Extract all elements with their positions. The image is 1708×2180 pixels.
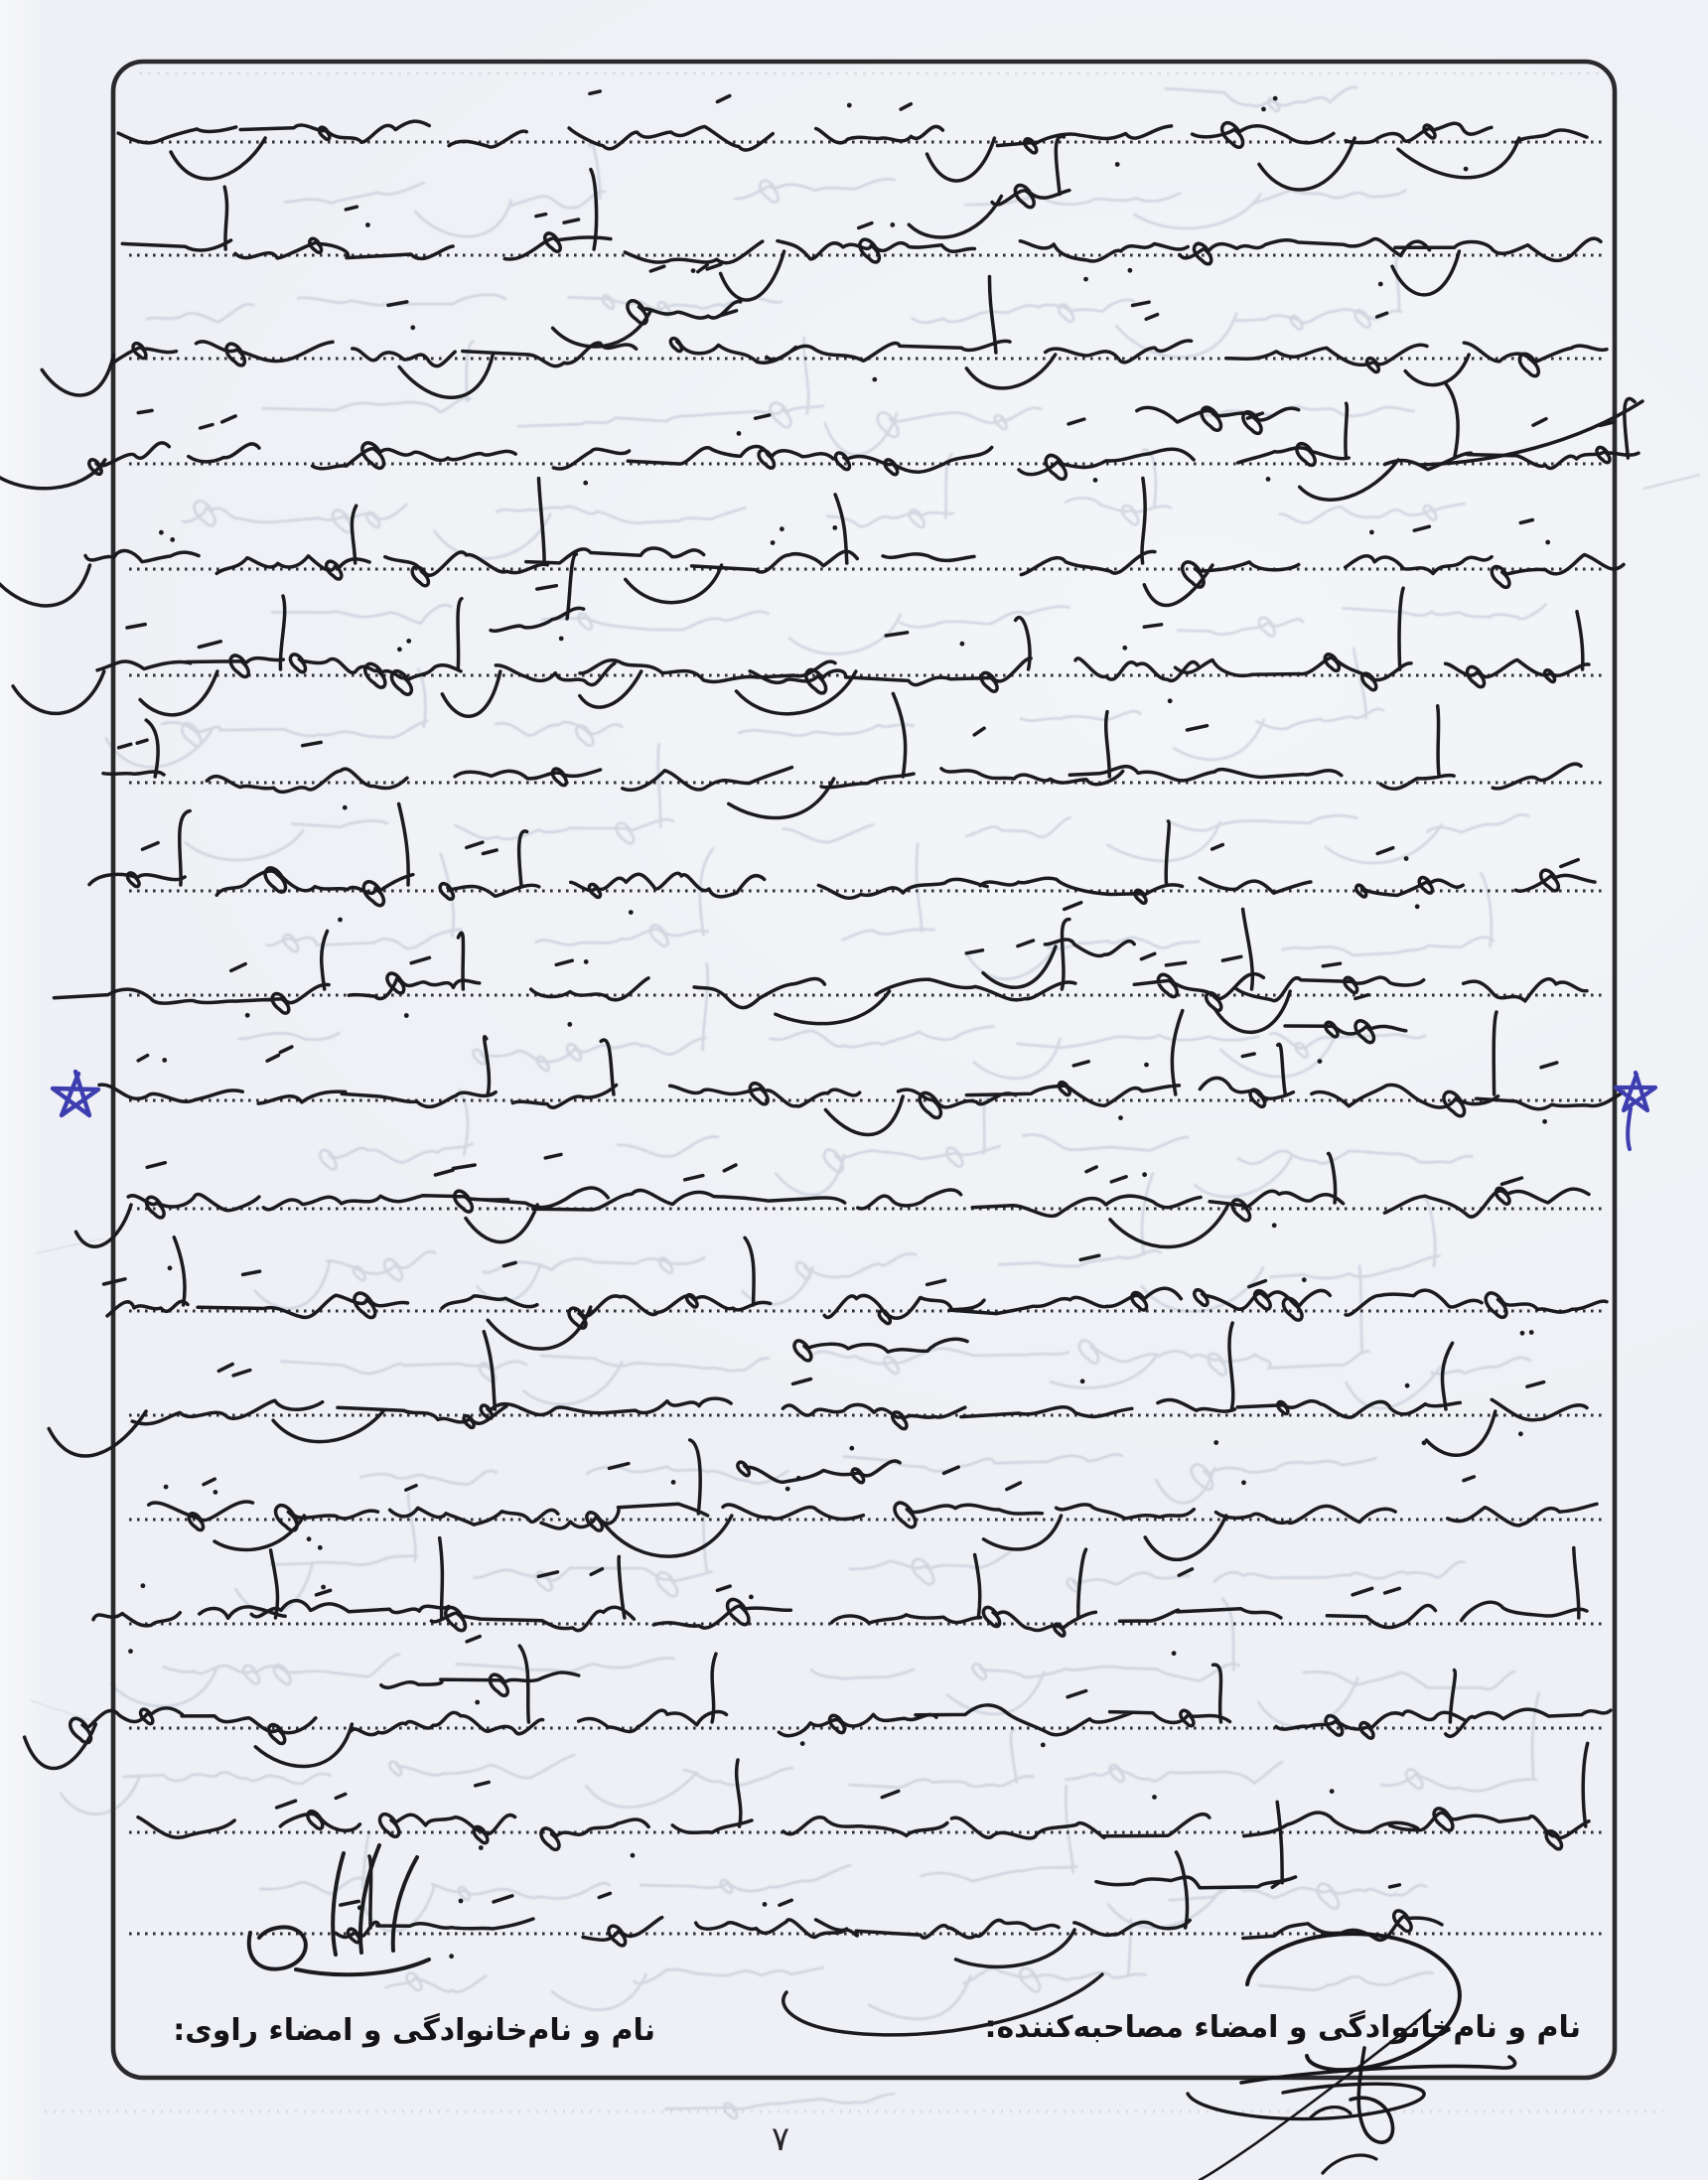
scan-streaks: [30, 73, 1700, 2111]
form-border: [113, 62, 1615, 2078]
star-right-icon: [1616, 1073, 1655, 1149]
signature: [1188, 1934, 1515, 2180]
page-number: ۷: [771, 2119, 790, 2159]
bleed-through-layer: [61, 87, 1546, 2118]
star-left-icon: [53, 1072, 98, 1115]
diacritic-dots: [128, 96, 1550, 1959]
ruled-dotted-lines: [129, 142, 1604, 1934]
handwriting-strokes: [0, 91, 1642, 2035]
interviewer-name-signature-label: نام و نام‌خانوادگی و امضاء مصاحبه‌کننده:: [984, 2010, 1581, 2045]
narrator-name-signature-label: نام و نام‌خانوادگی و امضاء راوی:: [173, 2013, 655, 2048]
